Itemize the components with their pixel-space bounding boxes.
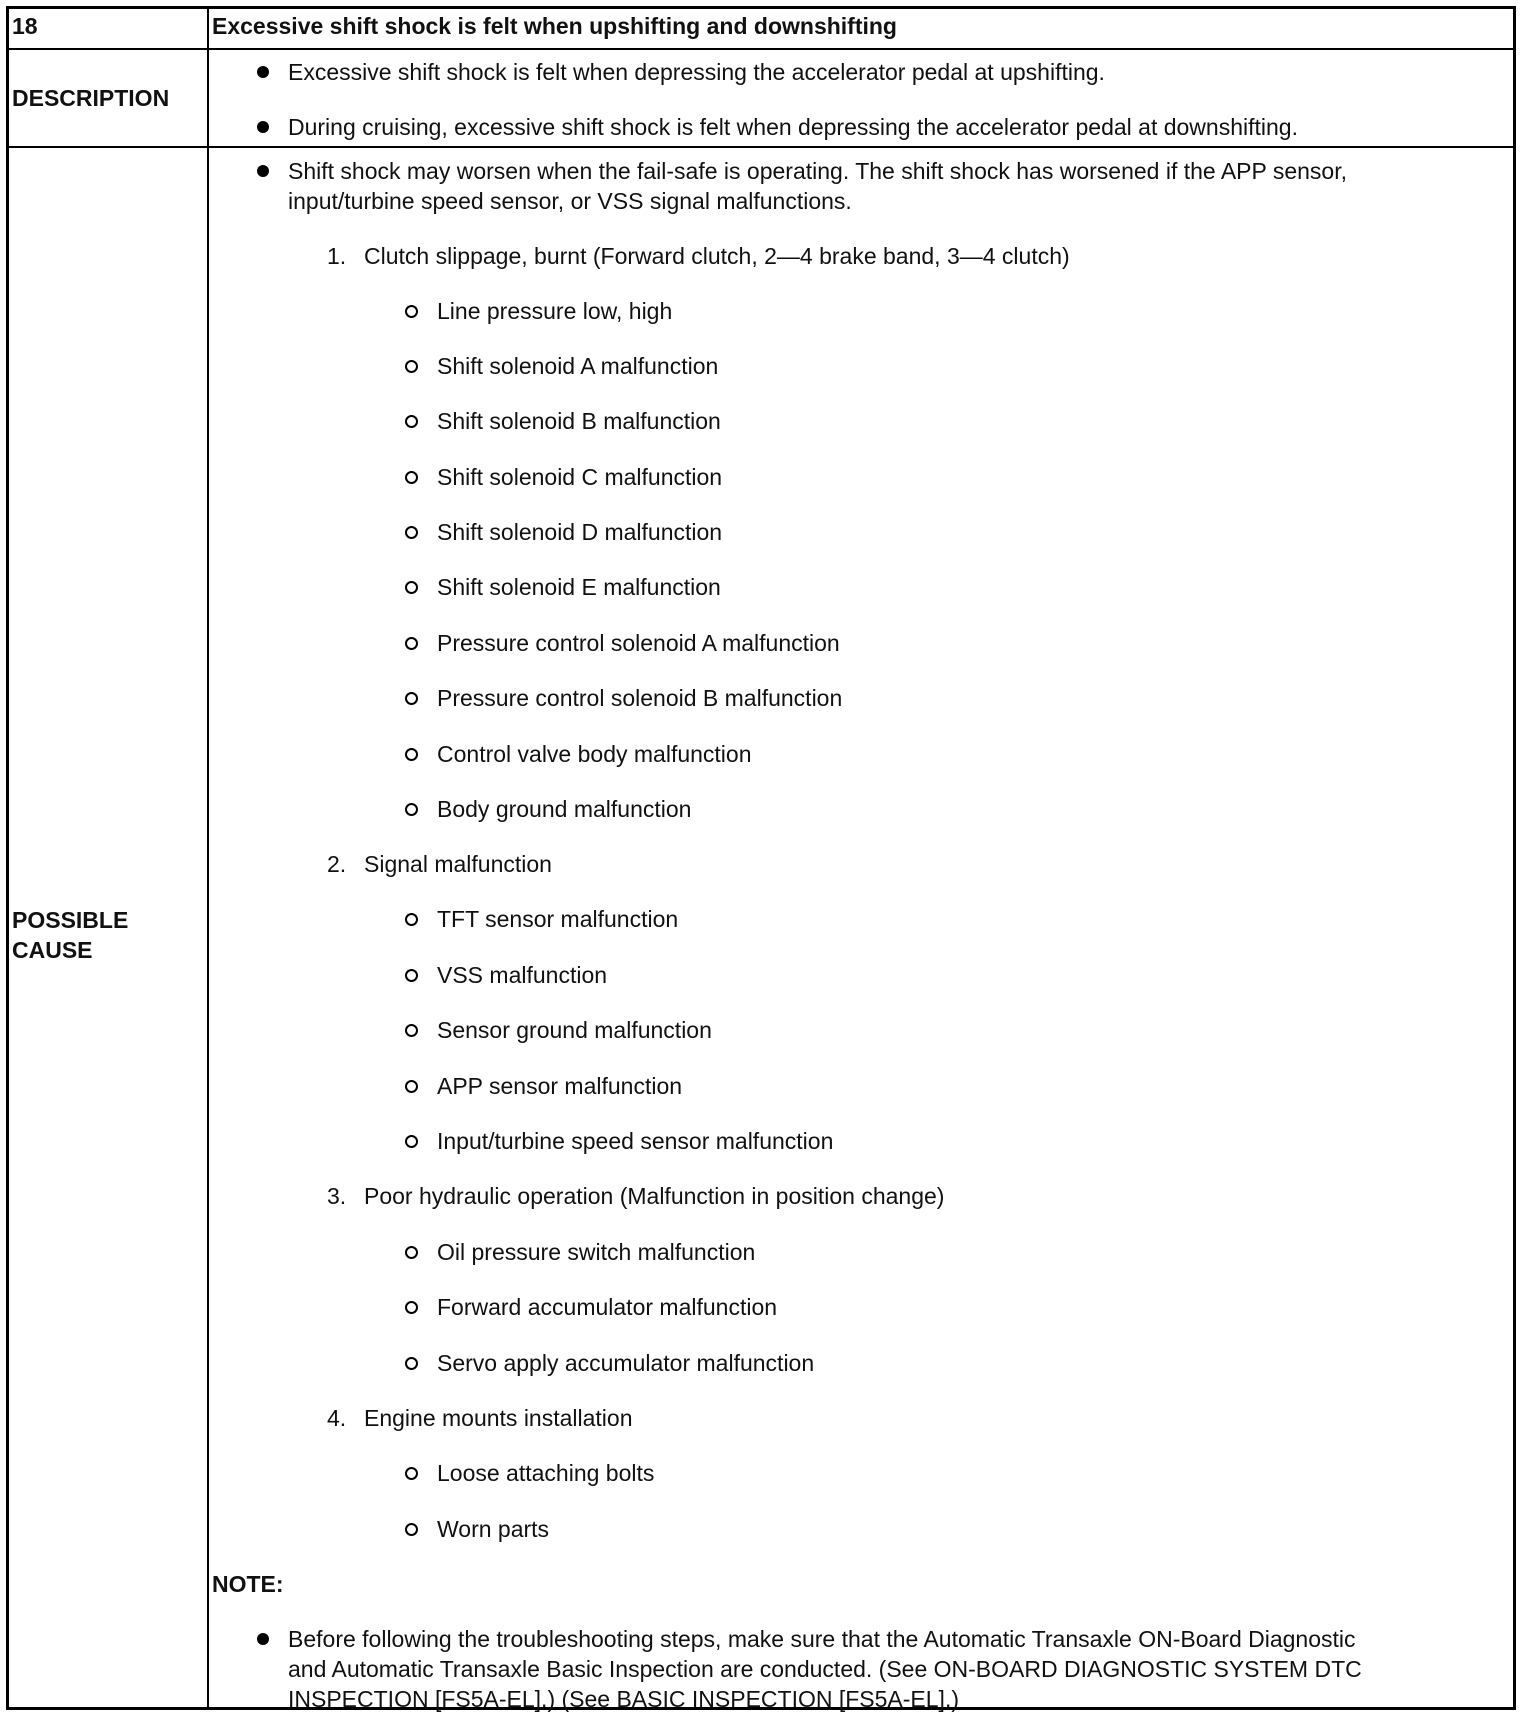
cause-item: Loose attaching bolts	[437, 1460, 655, 1486]
cause-item: Line pressure low, high	[437, 298, 673, 324]
cause-item: TFT sensor malfunction	[437, 906, 679, 932]
group-title: Poor hydraulic operation (Malfunction in position change)	[364, 1183, 945, 1209]
circle-bullet-icon	[405, 415, 418, 428]
note-text-line2: and Automatic Transaxle Basic Inspection are conducted. (See ON-BOARD DIAGNOSTIC SYSTEM DTC	[288, 1656, 1362, 1682]
circle-bullet-icon	[405, 1467, 418, 1480]
note-text-line3: INSPECTION [FS5A-EL].) (See BASIC INSPECTION [FS5A-EL].)	[288, 1686, 959, 1712]
cause-intro-line1: Shift shock may worsen when the fail-safe is operating. The shift shock has worsened if the APP sensor,	[288, 158, 1347, 184]
possible-cause-label-line2: CAUSE	[12, 937, 93, 963]
cause-item: Input/turbine speed sensor malfunction	[437, 1128, 834, 1154]
cause-item: Oil pressure switch malfunction	[437, 1239, 756, 1265]
cause-item: Control valve body malfunction	[437, 741, 752, 767]
cause-item: Pressure control solenoid A malfunction	[437, 630, 840, 656]
circle-bullet-icon	[405, 305, 418, 318]
cause-item: Worn parts	[437, 1516, 550, 1542]
possible-cause-label-line1: POSSIBLE	[12, 907, 129, 933]
bullet-icon	[257, 66, 269, 78]
circle-bullet-icon	[405, 1135, 418, 1148]
circle-bullet-icon	[405, 471, 418, 484]
circle-bullet-icon	[405, 1523, 418, 1536]
circle-bullet-icon	[405, 969, 418, 982]
circle-bullet-icon	[405, 1080, 418, 1093]
cause-item: Shift solenoid E malfunction	[437, 574, 721, 600]
circle-bullet-icon	[405, 1024, 418, 1037]
description-label: DESCRIPTION	[12, 85, 170, 111]
cause-item: Shift solenoid C malfunction	[437, 464, 723, 490]
circle-bullet-icon	[405, 1357, 418, 1370]
cause-item: Pressure control solenoid B malfunction	[437, 685, 843, 711]
description-bullet-1: Excessive shift shock is felt when depressing the accelerator pedal at upshifting.	[288, 59, 1105, 85]
cause-item: VSS malfunction	[437, 962, 608, 988]
circle-bullet-icon	[405, 1246, 418, 1259]
cause-item: Servo apply accumulator malfunction	[437, 1350, 815, 1376]
circle-bullet-icon	[405, 360, 418, 373]
note-label: NOTE:	[212, 1571, 284, 1597]
group-number: 4.	[327, 1405, 347, 1431]
cause-item: Shift solenoid A malfunction	[437, 353, 719, 379]
circle-bullet-icon	[405, 637, 418, 650]
group-number: 2.	[327, 851, 347, 877]
row-divider-header	[9, 48, 1513, 50]
cause-item: Shift solenoid D malfunction	[437, 519, 723, 545]
group-number: 3.	[327, 1183, 347, 1209]
circle-bullet-icon	[405, 692, 418, 705]
circle-bullet-icon	[405, 1301, 418, 1314]
symptom-number: 18	[12, 13, 38, 39]
circle-bullet-icon	[405, 526, 418, 539]
cause-item: Shift solenoid B malfunction	[437, 408, 721, 434]
circle-bullet-icon	[405, 581, 418, 594]
description-bullet-2: During cruising, excessive shift shock is felt when depressing the accelerator pedal at downshifting.	[288, 114, 1298, 140]
column-divider	[207, 9, 209, 1707]
circle-bullet-icon	[405, 748, 418, 761]
bullet-icon	[257, 165, 269, 177]
cause-item: Body ground malfunction	[437, 796, 692, 822]
cause-intro-line2: input/turbine speed sensor, or VSS signal malfunctions.	[288, 188, 852, 214]
cause-item: APP sensor malfunction	[437, 1073, 683, 1099]
symptom-title: Excessive shift shock is felt when upshifting and downshifting	[212, 13, 897, 39]
group-title: Clutch slippage, burnt (Forward clutch, 2—4 brake band, 3—4 clutch)	[364, 243, 1070, 269]
bullet-icon	[257, 1633, 269, 1645]
circle-bullet-icon	[405, 913, 418, 926]
group-title: Engine mounts installation	[364, 1405, 633, 1431]
note-text-line1: Before following the troubleshooting steps, make sure that the Automatic Transaxle ON-Board Diagnostic	[288, 1626, 1356, 1652]
cause-item: Forward accumulator malfunction	[437, 1294, 778, 1320]
group-number: 1.	[327, 243, 347, 269]
bullet-icon	[257, 121, 269, 133]
group-title: Signal malfunction	[364, 851, 552, 877]
row-divider-description	[9, 146, 1513, 148]
circle-bullet-icon	[405, 803, 418, 816]
cause-item: Sensor ground malfunction	[437, 1017, 712, 1043]
